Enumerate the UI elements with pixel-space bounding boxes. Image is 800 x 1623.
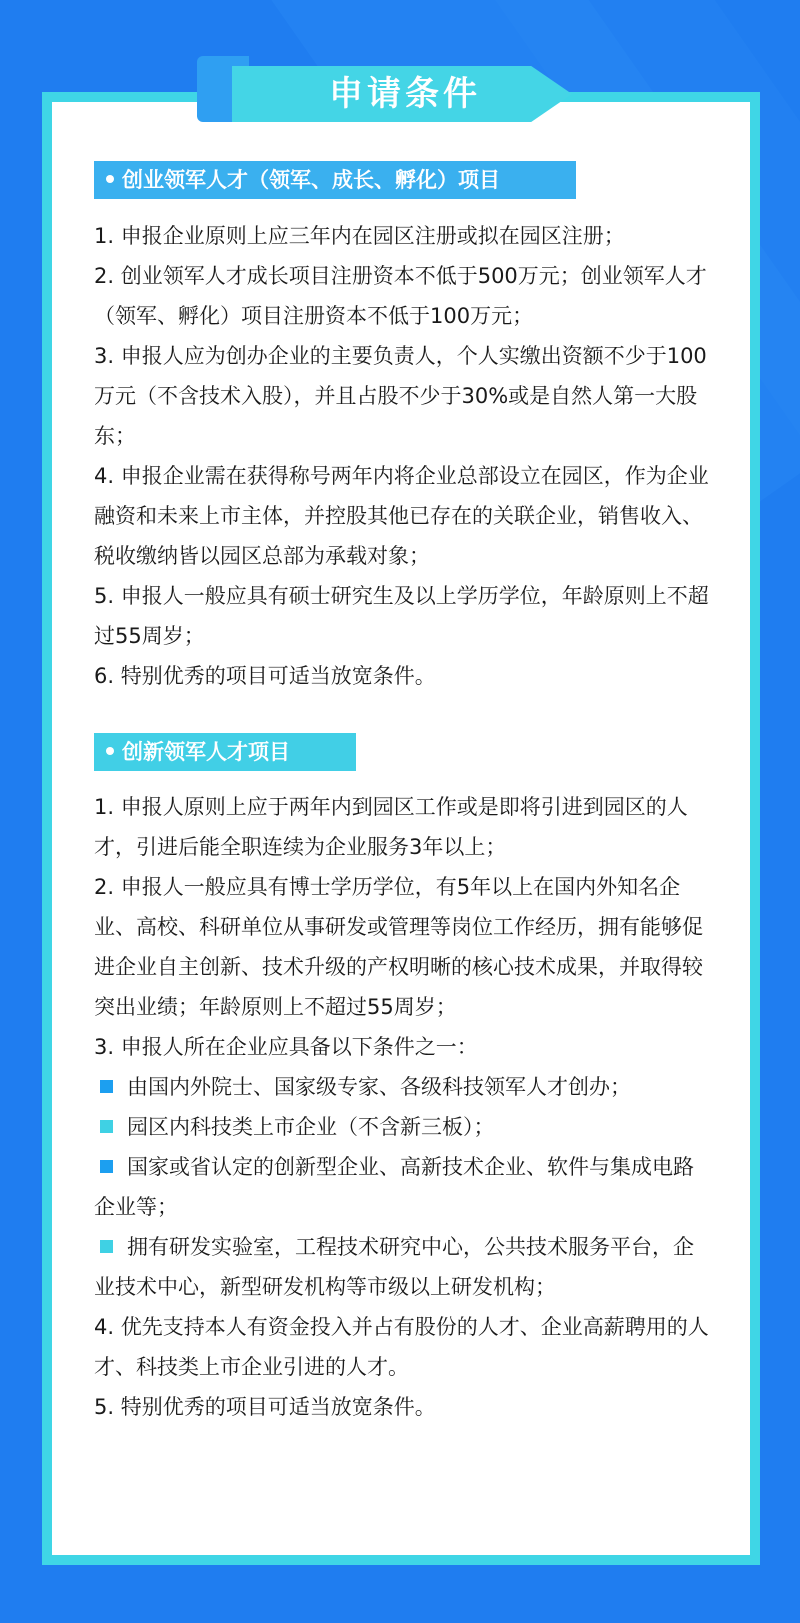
bullet-text: 国家或省认定的创新型企业、高新技术企业、软件与集成电路企业等； — [94, 1155, 694, 1219]
section2-body — [94, 787, 714, 1427]
bullet-text: 园区内科技类上市企业（不含新三板）； — [127, 1115, 495, 1139]
list-item: 4. 优先支持本人有资金投入并占有股份的人才、企业高薪聘用的人才、科技类上市企业引进的人才。 — [94, 1315, 709, 1379]
list-item: 5. 申报人一般应具有硕士研究生及以上学历学位，年龄原则上不超过55周岁； — [94, 584, 709, 648]
section-heading: 创业领军人才（领军、成长、孵化）项目 — [122, 168, 500, 192]
section-header-innovation — [94, 733, 356, 771]
list-item: 2. 申报人一般应具有博士学历学位，有5年以上在国内外知名企业、高校、科研单位从事研发或管理等岗位工作经历，拥有能够促进企业自主创新、技术升级的产权明晰的核心技术成果，并取得较突出业绩；年龄原则上不超过55周岁； — [94, 875, 703, 1019]
list-item: 6. 特别优秀的项目可适当放宽条件。 — [94, 664, 436, 688]
list-item: 5. 特别优秀的项目可适当放宽条件。 — [94, 1395, 436, 1419]
square-bullet-icon — [100, 1120, 113, 1133]
list-item: 1. 申报人原则上应于两年内到园区工作或是即将引进到园区的人才，引进后能全职连续为企业服务3年以上； — [94, 795, 688, 859]
list-item: 3. 申报人所在企业应具备以下条件之一： — [94, 1035, 478, 1059]
list-item: 2. 创业领军人才成长项目注册资本不低于500万元；创业领军人才（领军、孵化）项目注册资本不低于100万元； — [94, 264, 707, 328]
section1-body — [94, 216, 714, 696]
section-header-entrepreneurship — [94, 161, 576, 199]
bullet-text: 拥有研发实验室，工程技术研究中心，公共技术服务平台，企业技术中心，新型研发机构等市级以上研发机构； — [94, 1235, 694, 1299]
square-bullet-icon — [100, 1080, 113, 1093]
square-bullet-icon — [100, 1240, 113, 1253]
bullet-item — [94, 1067, 714, 1107]
bullet-dot-icon — [106, 747, 114, 755]
bullet-item — [94, 1107, 714, 1147]
title-fold — [197, 104, 233, 122]
list-item: 4. 申报企业需在获得称号两年内将企业总部设立在园区，作为企业融资和未来上市主体，并控股其他已存在的关联企业，销售收入、税收缴纳皆以园区总部为承载对象； — [94, 464, 709, 568]
list-item: 1. 申报企业原则上应三年内在园区注册或拟在园区注册； — [94, 224, 625, 248]
bullet-dot-icon — [106, 175, 114, 183]
bullet-text: 由国内外院士、国家级专家、各级科技领军人才创办； — [127, 1075, 631, 1099]
bullet-item — [94, 1227, 714, 1307]
square-bullet-icon — [100, 1160, 113, 1173]
bullet-item — [94, 1147, 714, 1227]
page-title: 申请条件 — [329, 74, 481, 114]
section-heading: 创新领军人才项目 — [122, 740, 290, 764]
list-item: 3. 申报人应为创办企业的主要负责人，个人实缴出资额不少于100万元（不含技术入股），并且占股不少于30%或是自然人第一大股东； — [94, 344, 707, 448]
